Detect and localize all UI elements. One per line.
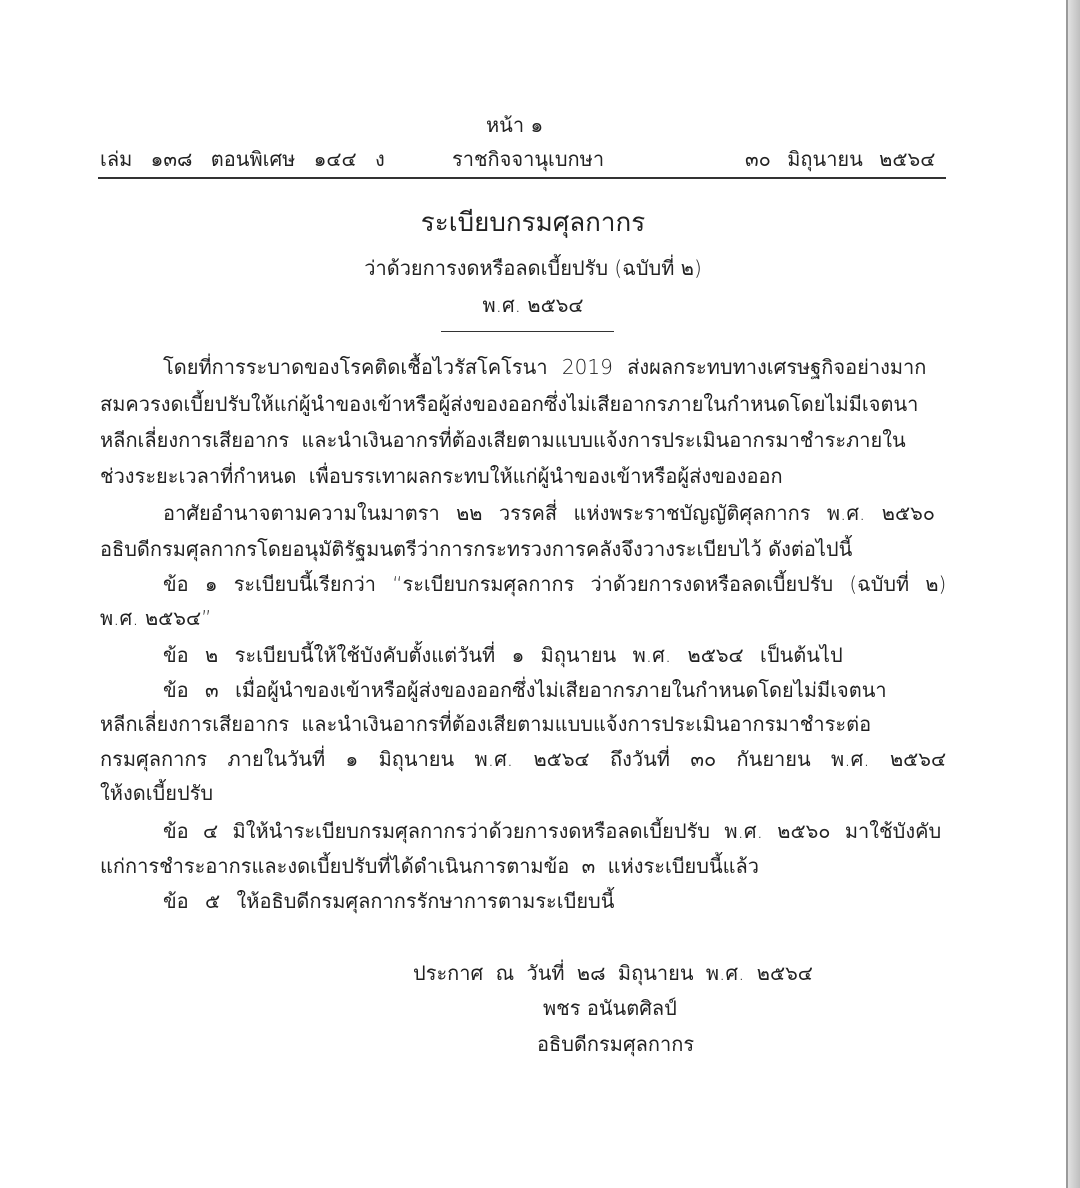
title-divider xyxy=(441,331,614,332)
publication-date: ๓๐ มิถุนายน ๒๕๖๔ xyxy=(745,147,936,171)
signatory-name: พชร อนันตศิลป์ xyxy=(543,996,677,1020)
body-line: ข้อ ๔ มิให้นำระเบียบกรมศุลกากรว่าด้วยการงดหรือลดเบี้ยปรับ พ.ศ. ๒๕๖๐ มาใช้บังคับ xyxy=(163,819,942,843)
body-line: ข้อ ๕ ให้อธิบดีกรมศุลกากรรักษาการตามระเบียบนี้ xyxy=(163,889,615,913)
page-edge-shadow xyxy=(1066,0,1080,1188)
header-divider xyxy=(98,177,946,179)
body-line: กรมศุลกากร ภายในวันที่ ๑ มิถุนายน พ.ศ. ๒๕๖๔ ถึงวันที่ ๓๐ กันยายน พ.ศ. ๒๕๖๔ xyxy=(100,747,947,771)
body-line: ข้อ ๒ ระเบียบนี้ให้ใช้บังคับตั้งแต่วันที่ ๑ มิถุนายน พ.ศ. ๒๕๖๔ เป็นต้นไป xyxy=(163,643,843,667)
document-year: พ.ศ. ๒๕๖๔ xyxy=(482,293,584,317)
body-line: ช่วงระยะเวลาที่กำหนด เพื่อบรรเทาผลกระทบให้แก่ผู้นำของเข้าหรือผู้ส่งของออก xyxy=(100,464,783,488)
volume-info: เล่ม ๑๓๘ ตอนพิเศษ ๑๔๔ ง xyxy=(100,147,385,171)
body-line: พ.ศ. ๒๕๖๔” xyxy=(100,606,212,630)
body-line: ให้งดเบี้ยปรับ xyxy=(100,781,214,805)
announcement-date: ประกาศ ณ วันที่ ๒๘ มิถุนายน พ.ศ. ๒๕๖๔ xyxy=(413,961,813,985)
document-title: ระเบียบกรมศุลกากร xyxy=(420,208,646,238)
body-line: โดยที่การระบาดของโรคติดเชื้อไวรัสโคโรนา 2019 ส่งผลกระทบทางเศรษฐกิจอย่างมาก xyxy=(163,355,927,379)
page-number: หน้า ๑ xyxy=(486,113,544,137)
signatory-position: อธิบดีกรมศุลกากร xyxy=(537,1032,695,1056)
document-subtitle: ว่าด้วยการงดหรือลดเบี้ยปรับ (ฉบับที่ ๒) xyxy=(364,256,702,280)
gazette-name: ราชกิจจานุเบกษา xyxy=(452,147,605,171)
body-line: สมควรงดเบี้ยปรับให้แก่ผู้นำของเข้าหรือผู้ส่งของออกซึ่งไม่เสียอากรภายในกำหนดโดยไม่มีเจตนา xyxy=(100,392,919,416)
body-line: แก่การชำระอากรและงดเบี้ยปรับที่ได้ดำเนินการตามข้อ ๓ แห่งระเบียบนี้แล้ว xyxy=(100,854,759,878)
body-line: อธิบดีกรมศุลกากรโดยอนุมัติรัฐมนตรีว่าการกระทรวงการคลังจึงวางระเบียบไว้ ดังต่อไปนี้ xyxy=(100,537,853,561)
body-line: อาศัยอำนาจตามความในมาตรา ๒๒ วรรคสี่ แห่งพระราชบัญญัติศุลกากร พ.ศ. ๒๕๖๐ xyxy=(163,501,935,525)
body-line: หลีกเลี่ยงการเสียอากร และนำเงินอากรที่ต้องเสียตามแบบแจ้งการประเมินอากรมาชำระภายใน xyxy=(100,428,906,452)
body-line: ข้อ ๓ เมื่อผู้นำของเข้าหรือผู้ส่งของออกซึ่งไม่เสียอากรภายในกำหนดโดยไม่มีเจตนา xyxy=(163,678,887,702)
body-line: หลีกเลี่ยงการเสียอากร และนำเงินอากรที่ต้องเสียตามแบบแจ้งการประเมินอากรมาชำระต่อ xyxy=(100,712,872,736)
body-line: ข้อ ๑ ระเบียบนี้เรียกว่า “ระเบียบกรมศุลกากร ว่าด้วยการงดหรือลดเบี้ยปรับ (ฉบับที่ ๒) xyxy=(163,572,947,596)
